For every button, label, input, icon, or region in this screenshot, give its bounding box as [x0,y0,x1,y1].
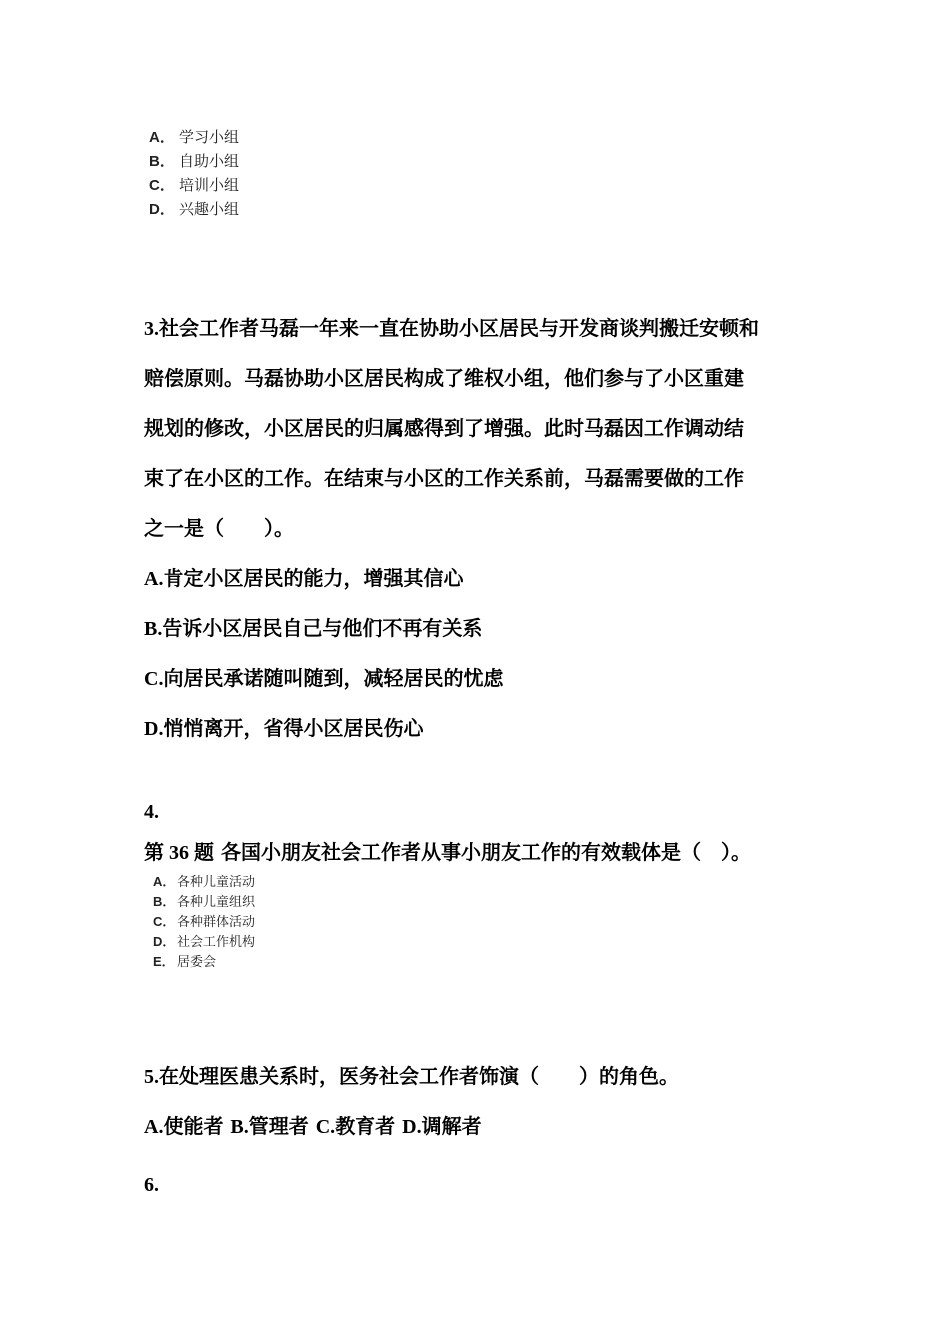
q2-option-d [149,196,239,220]
q5-stem [144,1060,679,1089]
question-text: 规划的修改，小区居民的归属感得到了增强。此时马磊因工作调动结 [144,416,744,440]
option-text: 居委会 [177,954,217,970]
option-text: 教育者 [335,1114,403,1138]
option-letter: A. [144,1116,164,1138]
q3-stem-line-2 [144,362,744,391]
option-letter: D． [149,200,175,218]
option-text: 各种群体活动 [177,914,256,930]
option-text: 各种儿童活动 [177,874,256,890]
q3-option-a [144,562,463,591]
option-letter: A. [144,568,164,590]
question-number: 6. [144,1174,159,1196]
option-letter: A． [153,873,176,889]
q6-number [144,1172,159,1197]
q4-option-e [153,950,255,970]
question-text: 在处理医患关系时，医务社会工作者饰演（ ）的角色。 [159,1064,679,1088]
option-letter: B． [153,893,176,909]
q5-options [144,1110,482,1139]
option-letter: E． [153,953,175,969]
q3-stem-line-3 [144,412,744,441]
option-text: 自助小组 [179,151,240,170]
question-text: 束了在小区的工作。在结束与小区的工作关系前，马磊需要做的工作 [144,466,744,490]
q4-options [153,870,255,970]
q2-option-a [149,124,239,148]
question-number: 4. [144,801,159,823]
option-letter: C． [149,176,175,194]
option-letter: D． [153,933,176,949]
option-text: 学习小组 [179,127,240,146]
q2-option-b [149,148,239,172]
option-letter: C． [153,913,176,929]
q3-option-d [144,712,423,741]
option-letter: B. [230,1116,249,1138]
question-number: 3. [144,318,159,340]
option-letter: C. [315,1116,336,1138]
option-letter: B. [144,618,163,640]
option-text: 告诉小区居民自己与他们不再有关系 [162,616,483,640]
option-text: 社会工作机构 [177,934,256,950]
option-text: 管理者 [248,1114,316,1138]
q3-option-b [144,612,482,641]
question-text: 社会工作者马磊一年来一直在协助小区居民与开发商谈判搬迁安顿和 [159,316,759,340]
option-text: 培训小组 [179,175,240,194]
q4-option-c [153,910,255,930]
option-letter: A． [149,128,175,146]
option-text: 各种儿童组织 [177,894,256,910]
q4-number [144,799,159,824]
question-prefix: 第 [144,840,164,864]
q3-stem-line-5 [144,512,294,541]
q4-stem [144,836,751,865]
q2-options [149,124,239,220]
question-text: 之一是（ ）。 [144,516,294,540]
q2-option-c [149,172,239,196]
q4-option-a [153,870,255,890]
option-letter: C. [144,668,164,690]
question-source-number: 36 [164,842,194,864]
q4-option-b [153,890,255,910]
option-text: 向居民承诺随叫随到，减轻居民的忧虑 [163,666,504,690]
option-letter: B． [149,152,175,170]
option-text: 使能者 [163,1114,231,1138]
option-text: 调解者 [421,1114,482,1138]
q4-option-d [153,930,255,950]
question-text: 赔偿原则。马磊协助小区居民构成了维权小组，他们参与了小区重建 [144,366,744,390]
option-letter: D. [402,1116,422,1138]
question-text: 题 各国小朋友社会工作者从事小朋友工作的有效载体是（ ）。 [194,840,751,864]
question-number: 5. [144,1066,159,1088]
q3-option-c [144,662,503,691]
q3-stem-line-4 [144,462,744,491]
option-text: 兴趣小组 [179,199,240,218]
q3-stem-line-1 [144,312,759,341]
option-text: 肯定小区居民的能力，增强其信心 [163,566,464,590]
option-letter: D. [144,718,164,740]
option-text: 悄悄离开，省得小区居民伤心 [163,716,424,740]
